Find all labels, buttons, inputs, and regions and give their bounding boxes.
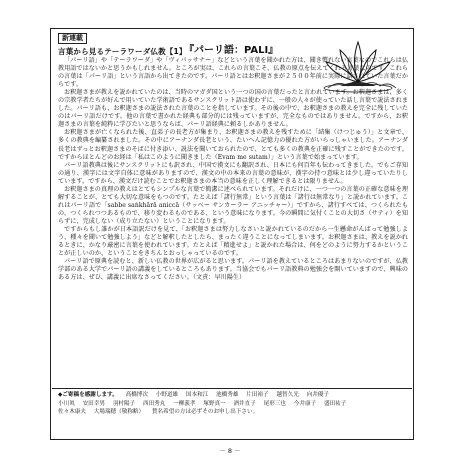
donor-name: 一柳義孝 (173, 400, 196, 407)
paragraph: パーリ語教典は後にサンスクリットにも訳され、中国で漢文にも翻訳され、日本にも何百年も伝わってきました。でもご存知の通り、漢字には文字自体に意味がありますので、漢文の中の本来の言葉の意味が、漢字の持つ意味とは少し違っていたりしています。ですから、漢文だけ読むことでお釈迦さまの本当の意味を正しく理解できるとは限りません。 (58, 161, 408, 185)
donor-name: 高橋博次 (125, 392, 148, 398)
donor-name: 越智久光 (276, 392, 299, 398)
thanks-row-2 (58, 400, 410, 409)
donor-name: 小野道雄 (155, 392, 179, 398)
donor-name: 西田秀丸 (142, 400, 166, 407)
paragraph: お釈迦さまが亡くなられた後、直弟子の長老方が集まり、お釈迦さまの教えを残すために「結集（けつじゅう）」と文章で、多くの教典を編纂されました。その中にアーナンダ長老という、たいへん記憶力の優れた方がいらっしゃいました。アーナンダ長老はずっとお釈迦さまのそばに付き添い、説法を聞いておられたので、とても多くの教典を正確に残すことができたのです。ですからほとんどのお経は「私はこのように聞きました（Evam me sutam）」という言葉で始まっています。 (58, 129, 408, 161)
donor-name: 羽村陽子 (112, 400, 136, 407)
thanks-lead: ◆ご寄稿を感謝します。 (58, 392, 118, 398)
donor-name: 池橋秀雄 (216, 392, 239, 398)
donor-name: 国本和江 (185, 392, 209, 398)
donor-name: 尾形三也 (263, 400, 286, 407)
paragraph: お釈迦さまが教えを説かれていたのは、当時のマガダ国という一つの国の言葉だったと言われています。お釈迦さまは、多くの宗教学者たちが好んで用いていた学術語であるサンスクリット語は使わずに、一般の人々が使っていた話し言葉で説法されました。パーリ語も、お釈迦さまの説法された言葉のことを指しています。その後の中で、お釈迦さまの教えを完全に残していたのはパーリ語だけです。他の言葉で書かれた経典も部分的には残っていますが、完全なものではありません。ですから、お釈迦さまの言葉を純粋に学びたいと思うならば、パーリ語経典に頼るしかありません。 (58, 89, 408, 129)
donor-name: 安田幸男 (82, 400, 105, 407)
paragraph: お釈迦さまの真理の教えはとてもシンプルな言葉で簡潔に述べられています。それだけに、一つ一つの言葉の正確な意味を理解することが、とても大切な意味をもつのです。たとえば「諸行無常」という言葉は「諸行は無常なり」と説かれています。これはパーリ語で「sabbe saṅkhārā aniccā（サッベー サンカーラー アニッチャー）」ですから、諸行すべては、つくられたもの、つくられつつあるもので、移り変わるものである、という意味になります。今の瞬間に気付くことの大切さ（サティ）を知らずに、完成しない（成り立たない）ということになります。 (58, 185, 408, 225)
thanks-section (58, 391, 410, 417)
article-title: 『パーリ語：PALI』 (184, 45, 279, 56)
serial-tag: 新連載 (58, 33, 87, 44)
paragraph: パーリ語で原典を読むと、新しい仏教の世界が広がると思います。パーリ語を教えているところはあまりないのですが、仏教学部のある大学でパーリ語の講義をしているところもあります。当協会でもパーリ語教典の勉強会を開いていますので、興味のある方は、ぜひ、講義に出席なさってください。（文責：早川陽生） (58, 258, 408, 282)
donor-name: 酒井直子 (233, 400, 256, 407)
paragraph: ですからもし誰かが日本語訳だけを見て、「お釈迦さまは努力しなさいと説かれているのだから一生懸命がんばって勉強しよう、種々を聞いて勉強しよう」などと解釈したとしたら、まったく違うことになってしまいます。お釈迦さまは、教えを説かれるときに、かなり厳密に言葉を使われています。たとえば「精進せよ」と説かれた場合は、何をどのように努力するかということが正しいのか、ということをきちんとおっしゃっているのです。 (58, 225, 408, 258)
donor-name: 向井優子 (306, 392, 329, 398)
thanks-row-3 (58, 408, 410, 417)
donor-name: 今井康子 (293, 400, 317, 407)
page-number: － 8 － (219, 447, 241, 455)
thanks-row-1 (58, 391, 410, 400)
donor-name: 塚野真一 (203, 400, 226, 407)
donor-name: 小川眞 (58, 400, 75, 407)
paragraph: 「パーリ語」や「テーラワーダ」や「ヴィパッサナー」などという言葉を聞かれた方は、聞き慣れない言葉なのでこれらは仏教用語ではないかと思うかもしれません。ところが実は、これらの言葉こそ、仏教の原点を伝えてくれる言葉なのです。これらの言葉は「パーリ語」という言語から出てきたのです。パーリ語とはお釈迦さまが２５００年前に実際に話されていた言葉だからです。 (58, 57, 408, 89)
donor-name: 佐々木康夫 (58, 409, 86, 416)
thanks-note: 賛名希望の方は必ずそのお申し出下さい。 (151, 409, 259, 416)
donor-name: 盛田祐子 (323, 400, 347, 407)
series-title: 言葉から見るテーラワーダ仏教【1】 (58, 47, 187, 56)
article-body (58, 57, 408, 282)
donor-name: 片田裕子 (246, 392, 269, 398)
section-divider (52, 388, 412, 389)
donor-name: 大場瑞穂（敬称略） (93, 409, 145, 416)
